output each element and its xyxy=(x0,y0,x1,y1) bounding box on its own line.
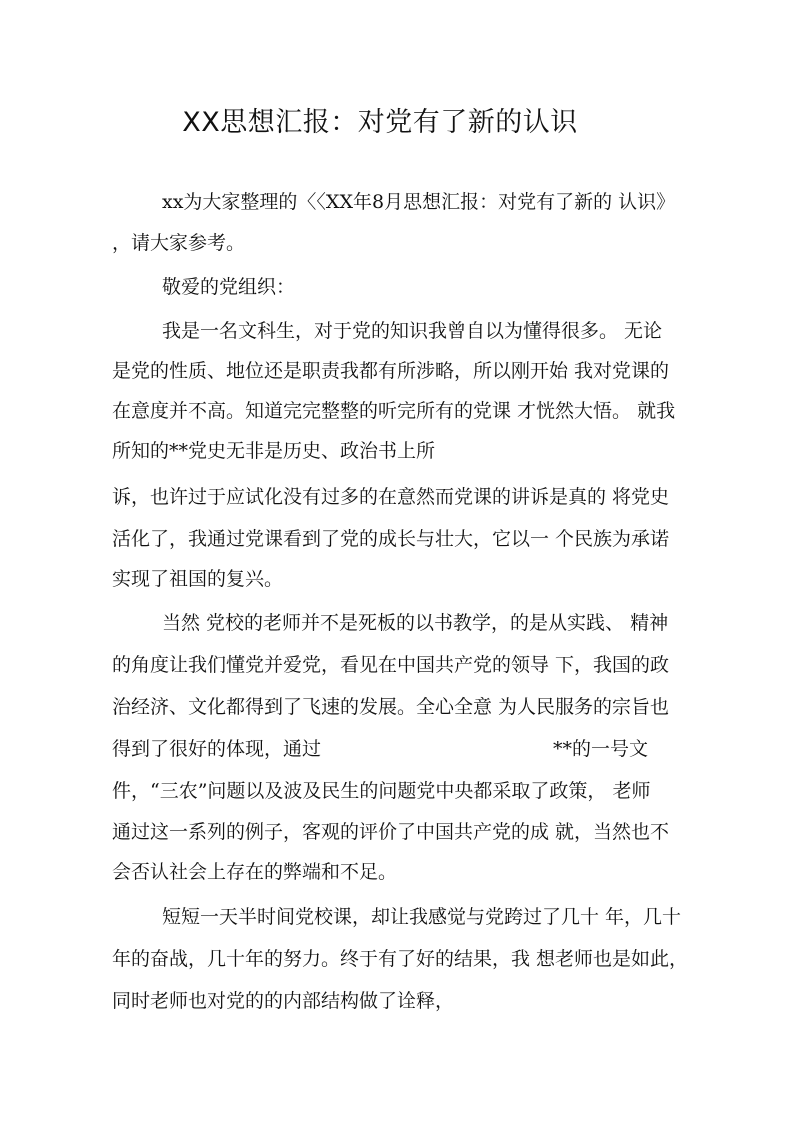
paragraph-line: 短短一天半时间党校课，却让我感觉与党跨过了几十 年，几十 xyxy=(162,906,682,928)
paragraph-line: 活化了，我通过党课看到了党的成长与壮大，它以一 个民族为承诺 xyxy=(112,528,670,550)
paragraph-line: 得到了很好的体现，通过 xyxy=(112,738,322,760)
paragraph-line: 同时老师也对党的的内部结构做了诠释， xyxy=(112,990,455,1012)
paragraph-line: 在意度并不高。知道完完整整的听完所有的党课 才恍然大悟。 就我 xyxy=(112,400,676,422)
document-title: XX思想汇报：对党有了新的认识 xyxy=(182,107,578,138)
paragraph-line: ，请大家参考。 xyxy=(112,232,246,254)
salutation: 敬爱的党组织： xyxy=(162,276,296,298)
paragraph-line: **的一号文 xyxy=(553,738,649,760)
paragraph-line: 我是一名文科生，对于党的知识我曾自以为懂得很多。 无论 xyxy=(162,320,663,342)
paragraph-line: 通过这一系列的例子，客观的评价了中国共产党的成 就，当然也不 xyxy=(112,821,670,843)
paragraph-line: 诉，也许过于应试化没有过多的在意然而党课的讲诉是真的 将党史 xyxy=(112,486,670,508)
paragraph-line: 治经济、文化都得到了飞速的发展。全心全意 为人民服务的宗旨也 xyxy=(112,696,670,718)
paragraph-line: 所知的**党史无非是历史、政治书上所 xyxy=(112,440,436,462)
paragraph-line: 会否认社会上存在的弊端和不足。 xyxy=(112,861,398,883)
paragraph-line: 是党的性质、地位还是职责我都有所涉略，所以刚开始 我对党课的 xyxy=(112,360,670,382)
paragraph-line: xx为大家整理的〈〈XX年8月思想汇报：对党有了新的 认识》 xyxy=(162,191,676,213)
paragraph-line: 年的奋战，几十年的努力。终于有了好的结果，我 想老师也是如此， xyxy=(112,948,689,970)
paragraph-line: 当然 党校的老师并不是死板的以书教学，的是从实践、 精神 xyxy=(162,612,669,634)
paragraph-line: 实现了祖国的复兴。 xyxy=(112,568,284,590)
paragraph-line: 件，“三农”问题以及波及民生的问题党中央都采取了政策， 老师 xyxy=(112,780,651,802)
paragraph-line: 的角度让我们懂党并爱党，看见在中国共产党的领导 下，我国的政 xyxy=(112,654,670,676)
